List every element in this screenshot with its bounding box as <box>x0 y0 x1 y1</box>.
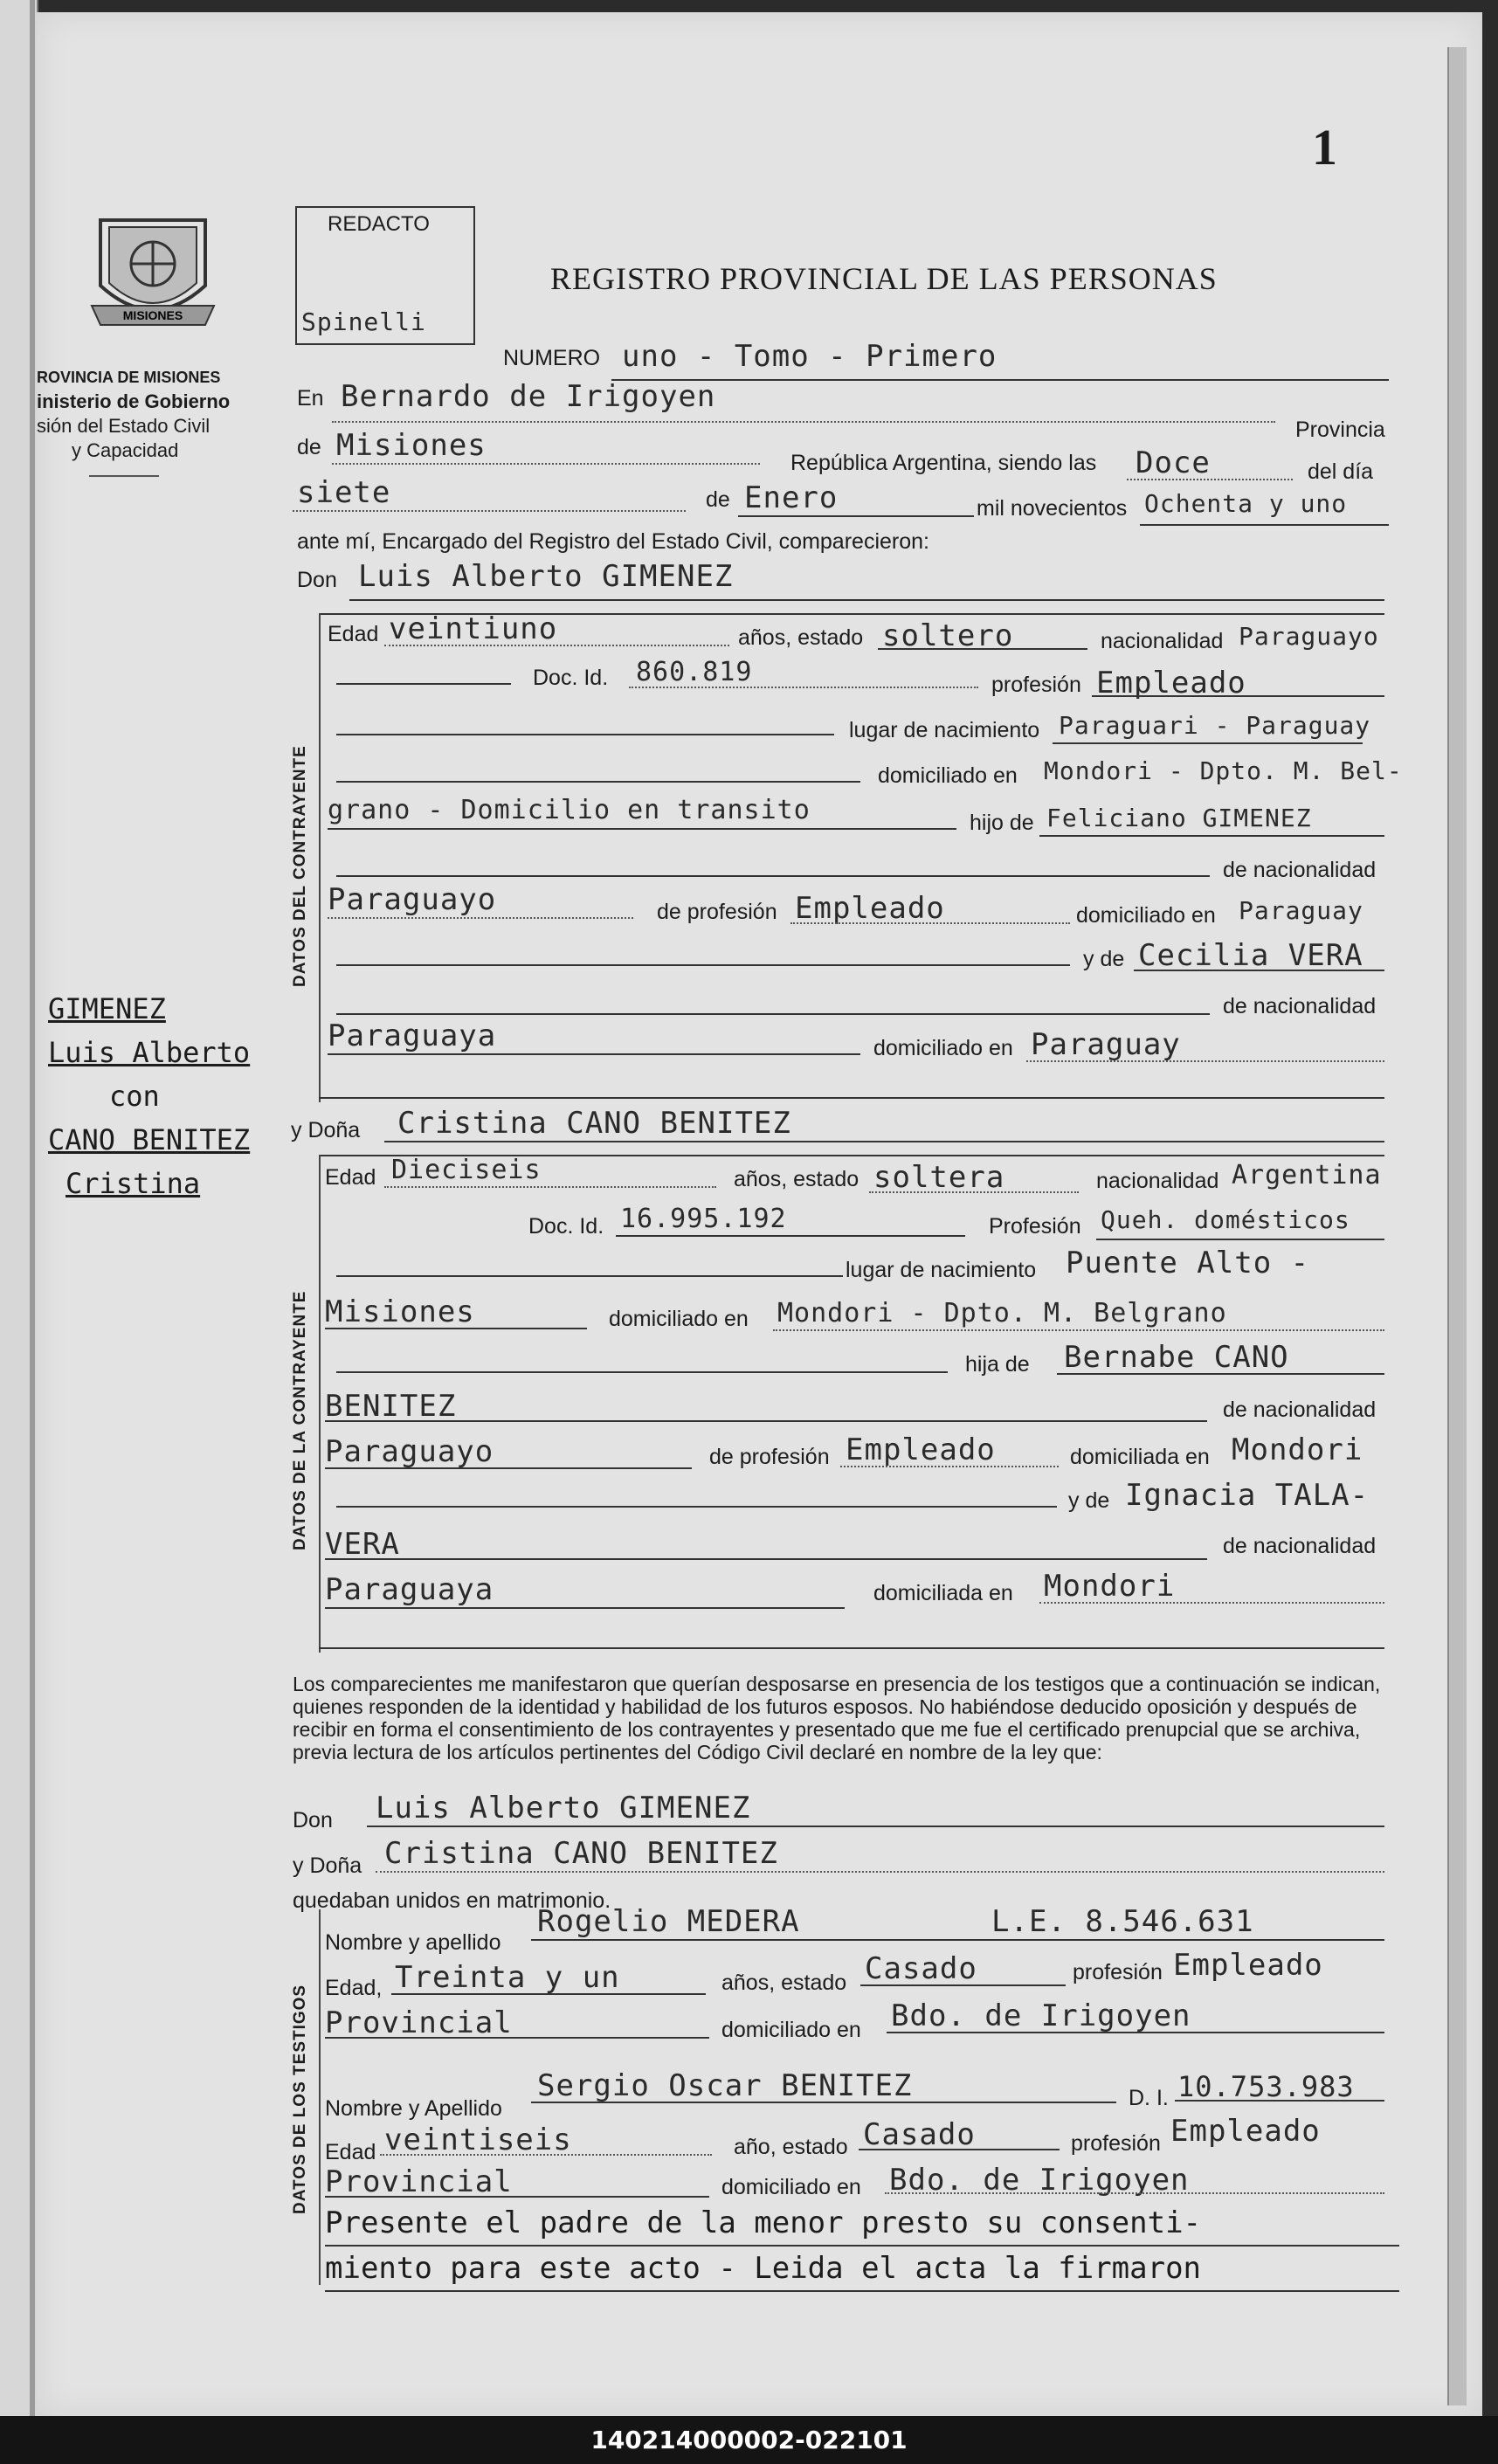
contrayenta-y-de-label: y de <box>1068 1488 1110 1513</box>
domiciliado-label: domiciliado en <box>878 763 1018 788</box>
provincia-value: Misiones <box>336 428 487 463</box>
t1-dom-label: domiciliado en <box>721 2018 861 2042</box>
contrayenta-edad-label: Edad <box>325 1165 376 1190</box>
t2-dom-label: domiciliado en <box>721 2175 861 2199</box>
contrayenta-padre-dom-label: domiciliada en <box>1070 1445 1210 1469</box>
t2-di-label: D. I. <box>1129 2086 1169 2110</box>
contrayente-padre-dom: Paraguay <box>1239 896 1363 925</box>
de-label-2: de <box>706 487 730 512</box>
seal-icon <box>83 203 223 334</box>
contrayenta-madre-nac: Paraguaya <box>325 1572 494 1607</box>
contrayenta-side-label: DATOS DE LA CONTRAYENTE <box>291 1290 309 1550</box>
del-dia-label: del día <box>1308 459 1374 484</box>
ante-text: ante mí, Encargado del Registro del Estado Civil, comparecieron: <box>297 529 929 554</box>
closing-note-1: Presente el padre de la menor presto su consenti- <box>325 2201 1399 2247</box>
t2-domicilio: Bdo. de Irigoyen <box>889 2163 1190 2198</box>
contrayenta-madre-dom: Mondori <box>1044 1569 1176 1604</box>
contrayenta-padre-dom: Mondori <box>1232 1432 1363 1467</box>
contrayente-edad: veintiuno <box>389 611 558 646</box>
contrayente-domicilio-2: grano - Domicilio en transito <box>328 795 811 825</box>
margin-surname: GIMENEZ <box>48 992 166 1025</box>
contrayente-nacionalidad: Paraguayo <box>1239 622 1379 651</box>
contrayenta-madre-1: Ignacia TALA- <box>1125 1478 1370 1513</box>
declaration-paragraph: Los comparecientes me manifestaron que querían desposarse en presencia de los testigos que a continuación se indican, quienes responden de la identidad y habilidad de los futuros esposos. No habiéndose deducido oposición y después de recibir en forma el consentimiento de los contrayentes y presentado que me fue el certificado prenupcial que se archiva, previa lectura de los artículos pertinentes del Código Civil declaré en nombre de la ley que: <box>293 1673 1381 1763</box>
numero-label: NUMERO <box>503 346 601 370</box>
decl-dona-label: y Doña <box>293 1853 362 1878</box>
margin-con: con <box>109 1080 160 1113</box>
t1-prof-label: profesión <box>1073 1960 1163 1984</box>
division-line: sión del Estado Civil <box>37 415 211 437</box>
padre-domicilio-label: domiciliado en <box>1076 903 1216 928</box>
header-divider <box>89 475 159 477</box>
ministry-header <box>37 365 273 477</box>
anos-estado-label: años, estado <box>738 625 864 650</box>
t1-nombre-label: Nombre y apellido <box>325 1930 501 1955</box>
contrayenta-madre-dom-label: domiciliada en <box>873 1581 1013 1605</box>
contrayenta-doc-label: Doc. Id. <box>528 1214 604 1239</box>
decl-quedaban: quedaban unidos en matrimonio. <box>293 1888 611 1913</box>
contrayente-side-label: DATOS DEL CONTRAYENTE <box>291 745 309 987</box>
mil-label: mil novecientos <box>977 496 1128 521</box>
t2-doc: 10.753.983 <box>1177 2070 1355 2103</box>
contrayenta-nacionalidad: Argentina <box>1232 1160 1382 1191</box>
contrayenta-nac-label: nacionalidad <box>1096 1169 1219 1193</box>
closing-note-2: miento para este acto - Leida el acta la firmaron <box>325 2247 1399 2292</box>
page-edge <box>1447 47 1467 2405</box>
t1-prof-2: Provincial <box>325 2005 513 2040</box>
contrayenta-edad: Dieciseis <box>391 1155 542 1185</box>
testigos-side-label: DATOS DE LOS TESTIGOS <box>291 1984 309 2214</box>
contrayenta-madre-nac-label: de nacionalidad <box>1223 1534 1377 1558</box>
document-title: REGISTRO PROVINCIAL DE LAS PERSONAS <box>550 261 1218 296</box>
contrayente-madre-nac: Paraguaya <box>328 1018 497 1053</box>
svg-text:MISIONES: MISIONES <box>122 308 183 322</box>
closing-notes <box>325 2201 1399 2292</box>
t1-edad-label: Edad, <box>325 1976 383 2000</box>
anio-value: Ochenta y uno <box>1144 489 1348 518</box>
t2-estado: Casado <box>863 2117 976 2152</box>
contrayenta-doc: 16.995.192 <box>620 1204 787 1234</box>
edad-label: Edad <box>328 622 379 646</box>
y-de-label: y de <box>1083 947 1125 971</box>
contrayente-doc: 860.819 <box>636 657 753 687</box>
mes-value: Enero <box>744 480 839 515</box>
margin-name: Luis Alberto <box>48 1036 251 1069</box>
doc-label: Doc. Id. <box>533 666 609 690</box>
contrayente-padre-nac: Paraguayo <box>328 882 497 917</box>
contrayenta-padre-prof-label: de profesión <box>709 1445 830 1469</box>
numero-value: uno - Tomo - Primero <box>622 339 998 374</box>
contrayenta-lugar-nac-label: lugar de nacimiento <box>846 1258 1037 1282</box>
y-dona-label: y Doña <box>291 1118 361 1142</box>
t1-anos-label: años, estado <box>721 1971 847 1995</box>
t1-domicilio: Bdo. de Irigoyen <box>891 1998 1191 2033</box>
contrayenta-dom-label: domiciliado en <box>609 1307 749 1331</box>
t2-edad-label: Edad <box>325 2140 376 2164</box>
t2-nombre-label: Nombre y Apellido <box>325 2096 502 2121</box>
margin-name-2: Cristina <box>66 1167 201 1200</box>
t1-doc: L.E. 8.546.631 <box>991 1904 1254 1939</box>
madre-domicilio-label: domiciliado en <box>873 1036 1013 1060</box>
t2-prof-label: profesión <box>1071 2131 1161 2156</box>
dia-value: siete <box>297 475 391 510</box>
provincia-label: Provincia <box>1295 418 1385 442</box>
contrayente-madre: Cecilia VERA <box>1138 938 1363 973</box>
don-nombre: Luis Alberto GIMENEZ <box>358 559 734 594</box>
t1-nombre: Rogelio MEDERA <box>537 1904 800 1939</box>
page-number: 1 <box>1312 119 1337 176</box>
margin-surname-2: CANO BENITEZ <box>48 1123 251 1156</box>
t1-estado: Casado <box>865 1951 977 1986</box>
province-line: ROVINCIA DE MISIONES <box>37 369 221 386</box>
contrayenta-padre-2: BENITEZ <box>325 1389 457 1424</box>
contrayenta-lugar-nac-2: Misiones <box>325 1294 475 1329</box>
capacity-line: y Capacidad <box>72 439 179 461</box>
contrayente-padre-prof: Empleado <box>795 891 945 926</box>
contrayente-estado: soltero <box>882 618 1014 653</box>
don-label: Don <box>297 568 337 592</box>
contrayente-profesion: Empleado <box>1096 666 1246 701</box>
contrayente-madre-dom: Paraguay <box>1031 1027 1181 1062</box>
contrayenta-padre-1: Bernabe CANO <box>1064 1340 1289 1375</box>
contrayenta-prof-label: Profesión <box>989 1214 1081 1239</box>
contrayenta-lugar-nac-1: Puente Alto - <box>1066 1246 1310 1280</box>
t2-edad: veintiseis <box>384 2122 572 2157</box>
contrayenta-nombre: Cristina CANO BENITEZ <box>397 1106 791 1141</box>
madre-nacionalidad-label: de nacionalidad <box>1223 994 1377 1018</box>
republica-text: República Argentina, siendo las <box>790 451 1097 475</box>
contrayenta-domicilio: Mondori - Dpto. M. Belgrano <box>777 1298 1227 1329</box>
redacto-signature: Spinelli <box>301 307 426 336</box>
contrayenta-profesion: Queh. domésticos <box>1101 1205 1350 1234</box>
hija-label: hija de <box>965 1352 1030 1377</box>
decl-dona: Cristina CANO BENITEZ <box>384 1836 778 1871</box>
t2-prof-2: Provincial <box>325 2164 513 2199</box>
decl-don: Luis Alberto GIMENEZ <box>376 1791 751 1826</box>
profesion-label: profesión <box>991 673 1081 697</box>
contrayenta-madre-2: VERA <box>325 1527 400 1562</box>
t1-edad: Treinta y un <box>395 1960 620 1995</box>
lugar-nac-label: lugar de nacimiento <box>849 718 1040 742</box>
t2-anos-label: año, estado <box>734 2135 848 2159</box>
contrayenta-estado: soltera <box>873 1160 1005 1195</box>
nacionalidad-label: nacionalidad <box>1101 629 1224 653</box>
contrayente-lugar-nac: Paraguari - Paraguay <box>1059 711 1371 740</box>
book-spine-shadow <box>30 0 35 2464</box>
contrayenta-padre-prof: Empleado <box>846 1432 996 1467</box>
padre-profesion-label: de profesión <box>657 900 777 924</box>
margin-note <box>48 987 284 1205</box>
lugar-value: Bernardo de Irigoyen <box>341 379 716 414</box>
en-label: En <box>297 386 324 411</box>
hijo-label: hijo de <box>970 811 1034 835</box>
contrayenta-padre-nac-label: de nacionalidad <box>1223 1398 1377 1422</box>
contrayenta-anos-label: años, estado <box>734 1167 859 1191</box>
decl-don-label: Don <box>293 1808 333 1832</box>
redacto-label: REDACTO <box>328 212 430 236</box>
hora-value: Doce <box>1136 445 1211 480</box>
t2-nombre: Sergio Oscar BENITEZ <box>537 2068 913 2103</box>
footer-id: 140214000002-022101 <box>0 2416 1498 2464</box>
de-label: de <box>297 435 321 459</box>
t1-profesion: Empleado <box>1173 1948 1323 1983</box>
contrayente-domicilio-1: Mondori - Dpto. M. Bel- <box>1044 756 1403 785</box>
t2-profesion: Empleado <box>1170 2114 1321 2149</box>
contrayenta-padre-nac: Paraguayo <box>325 1434 494 1469</box>
contrayente-padre: Feliciano GIMENEZ <box>1046 804 1312 832</box>
padre-nacionalidad-label: de nacionalidad <box>1223 858 1377 882</box>
ministry-line: inisterio de Gobierno <box>37 390 231 412</box>
